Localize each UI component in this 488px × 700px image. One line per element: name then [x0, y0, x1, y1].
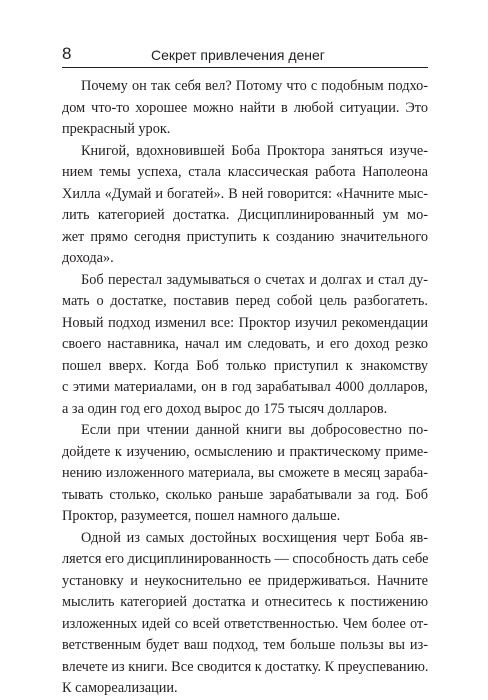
text-line: мать о достатке, поставив перед собой цель разбогатеть.: [62, 293, 428, 309]
text-line: влечете из книги. Все сводится к достатку. К преуспеванию.: [62, 658, 429, 675]
paragraph: [62, 141, 428, 270]
text-line: Проктор, разумеется, пошел намного дальше.: [62, 508, 341, 524]
text-line: дохода».: [62, 250, 114, 266]
text-line: Одной из самых достойных восхищения черт Боба яв-: [81, 529, 428, 546]
text-line: жет прямо сегодня приступить к созданию значительного: [62, 228, 428, 245]
text-line: Книгой, вдохновившей Боба Проктора заняться изуче-: [81, 142, 428, 159]
paragraph: [62, 420, 428, 528]
text-line: своего наставника, начал им следовать, и его доход резко: [62, 336, 428, 352]
text-line: изложенных идей со всей ответственностью. Чем более от-: [62, 615, 428, 632]
header-divider: [62, 67, 428, 68]
text-line: дойдете к изучению, осмыслению и практическому приме-: [62, 443, 428, 460]
text-line: ветственным будет ваш подход, тем больше пользы вы из-: [62, 637, 428, 653]
paragraph: [62, 270, 428, 421]
text-line: Хилла «Думай и богатей». В ней говорится: «Начните мыс-: [62, 185, 428, 202]
text-line: К самореализации.: [62, 680, 178, 696]
body-text: [62, 76, 428, 700]
text-line: Если при чтении данной книги вы добросовестно по-: [81, 422, 428, 438]
text-line: прекрасный урок.: [62, 121, 171, 137]
text-line: нием темы успеха, стала классическая работа Наполеона: [62, 164, 428, 180]
text-line: ляется его дисциплинированность — способность дать себе: [62, 551, 429, 567]
text-line: Почему он так себя вел? Потому что с подобным подхо-: [81, 78, 428, 94]
paragraph: [62, 76, 428, 141]
text-line: Боб перестал задумываться о счетах и долгах и стал ду-: [81, 271, 428, 288]
text-line: дом что-то хорошее можно найти в любой ситуации. Это: [62, 99, 428, 116]
text-line: нению изложенного материала, вы сможете в месяц зараба-: [62, 465, 428, 481]
text-line: а за один год его доход вырос до 175 тысяч долларов.: [62, 400, 388, 417]
running-header-title: Секрет привлечения денег: [151, 47, 325, 63]
text-line: Новый подход изменил все: Проктор изучил рекомендации: [62, 314, 428, 331]
text-line: с этими материалами, он в год зарабатывал 4000 долларов,: [62, 379, 428, 395]
text-line: установку и неукоснительно ее придерживаться. Начните: [62, 572, 428, 589]
page-number: 8: [62, 44, 72, 63]
text-line: тывать столько, сколько раньше зарабатывали за год. Боб: [62, 486, 428, 503]
text-line: лить категорией достатка. Дисциплинированный ум мо-: [62, 207, 428, 223]
paragraph: [62, 528, 428, 700]
text-line: мыслить категорией достатка и отнеситесь к постижению: [62, 594, 428, 610]
text-line: пошел вверх. Когда Боб только приступил к знакомству: [62, 357, 428, 374]
